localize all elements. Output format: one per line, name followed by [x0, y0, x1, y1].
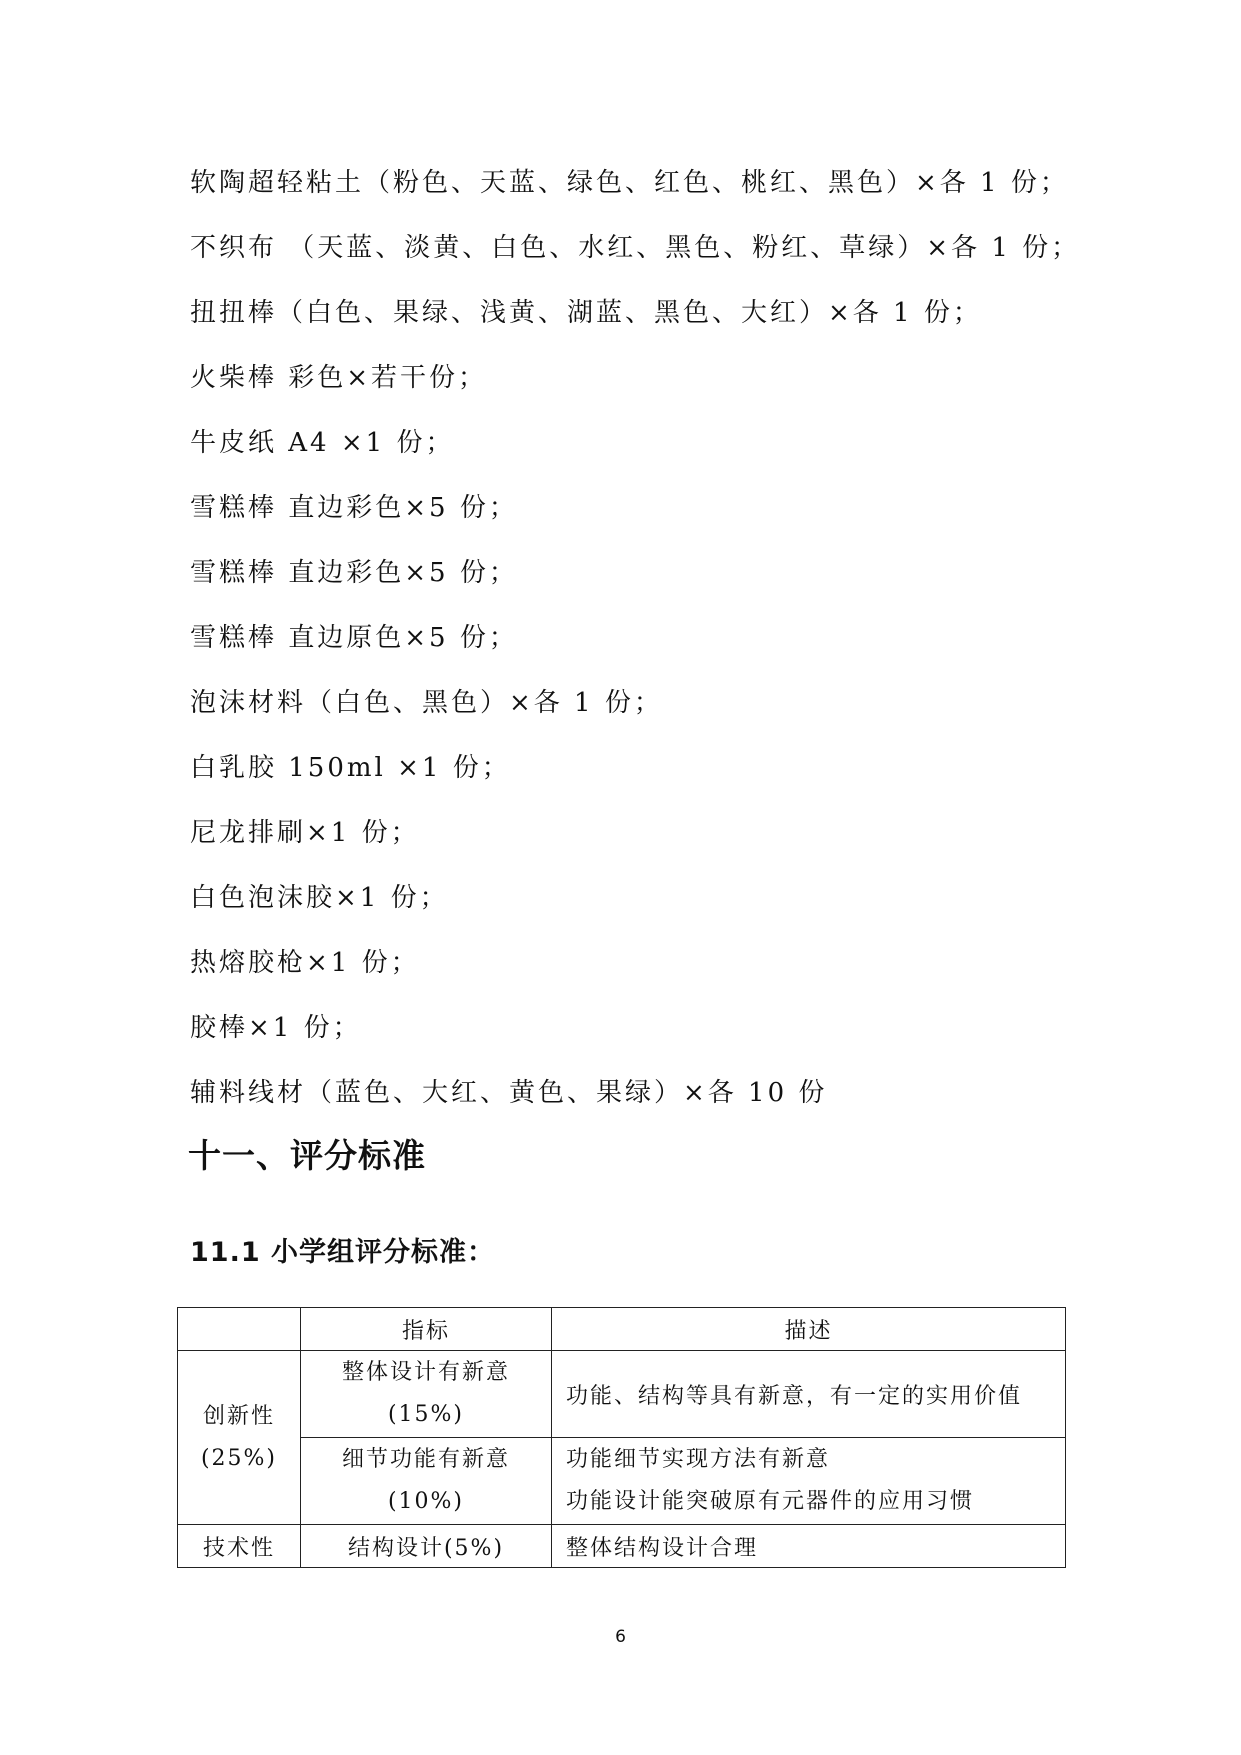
list-item: 胶棒×1 份； [190, 1013, 362, 1043]
table-row [178, 1351, 1066, 1438]
list-item: 尼龙排刷×1 份； [190, 818, 420, 848]
list-item: 热熔胶枪×1 份； [190, 948, 420, 978]
description-cell [552, 1438, 1066, 1525]
page-number: 6 [615, 1627, 626, 1647]
indicator-weight: (15%) [387, 1402, 465, 1427]
list-item: 泡沫材料（白色、黑色）×各 1 份； [190, 688, 663, 718]
header-blank-cell [178, 1308, 301, 1351]
list-item: 火柴棒 彩色×若干份； [190, 363, 488, 393]
materials-list [190, 160, 1090, 1135]
description-cell: 整体结构设计合理 [552, 1525, 1066, 1568]
description-text: 功能、结构等具有新意，有一定的实用价值 [566, 1383, 1023, 1409]
list-item: 雪糕棒 直边原色×5 份； [190, 623, 518, 653]
list-item: 辅料线材（蓝色、大红、黄色、果绿）×各 10 份 [190, 1078, 828, 1108]
table-header-row [178, 1308, 1066, 1351]
indicator-name: 整体设计有新意 [341, 1360, 510, 1385]
category-weight: (25%) [200, 1445, 278, 1471]
indicator-weight: (10%) [387, 1489, 465, 1514]
list-item: 扭扭棒（白色、果绿、浅黄、湖蓝、黑色、大红）×各 1 份； [190, 298, 982, 328]
subsection-title: 11.1 小学组评分标准： [190, 1237, 496, 1268]
indicator-name: 细节功能有新意 [341, 1447, 510, 1472]
list-item: 雪糕棒 直边彩色×5 份； [190, 493, 518, 523]
category-cell-innovation [178, 1351, 301, 1525]
list-item: 雪糕棒 直边彩色×5 份； [190, 558, 518, 588]
description-cell [552, 1351, 1066, 1438]
header-indicator: 指标 [301, 1308, 552, 1351]
category-cell-tech: 技术性 [178, 1525, 301, 1568]
indicator-cell [301, 1438, 552, 1525]
description-text: 功能细节实现方法有新意 [566, 1447, 831, 1472]
table-row [178, 1438, 1066, 1525]
section-title: 十一、评分标准 [188, 1136, 426, 1175]
list-item: 软陶超轻粘土（粉色、天蓝、绿色、红色、桃红、黑色）×各 1 份； [190, 168, 1069, 198]
indicator-cell [301, 1351, 552, 1438]
description-text: 功能设计能突破原有元器件的应用习惯 [566, 1489, 975, 1514]
table-row [178, 1525, 1066, 1568]
scoring-table [177, 1307, 1066, 1568]
list-item: 不织布 （天蓝、淡黄、白色、水红、黑色、粉红、草绿）×各 1 份； [190, 233, 1081, 263]
indicator-cell: 结构设计(5%) [301, 1525, 552, 1568]
list-item: 白乳胶 150ml ×1 份； [190, 753, 511, 783]
list-item: 牛皮纸 A4 ×1 份； [190, 428, 455, 458]
header-description: 描述 [552, 1308, 1066, 1351]
list-item: 白色泡沫胶×1 份； [190, 883, 449, 913]
category-name: 创新性 [202, 1403, 275, 1429]
